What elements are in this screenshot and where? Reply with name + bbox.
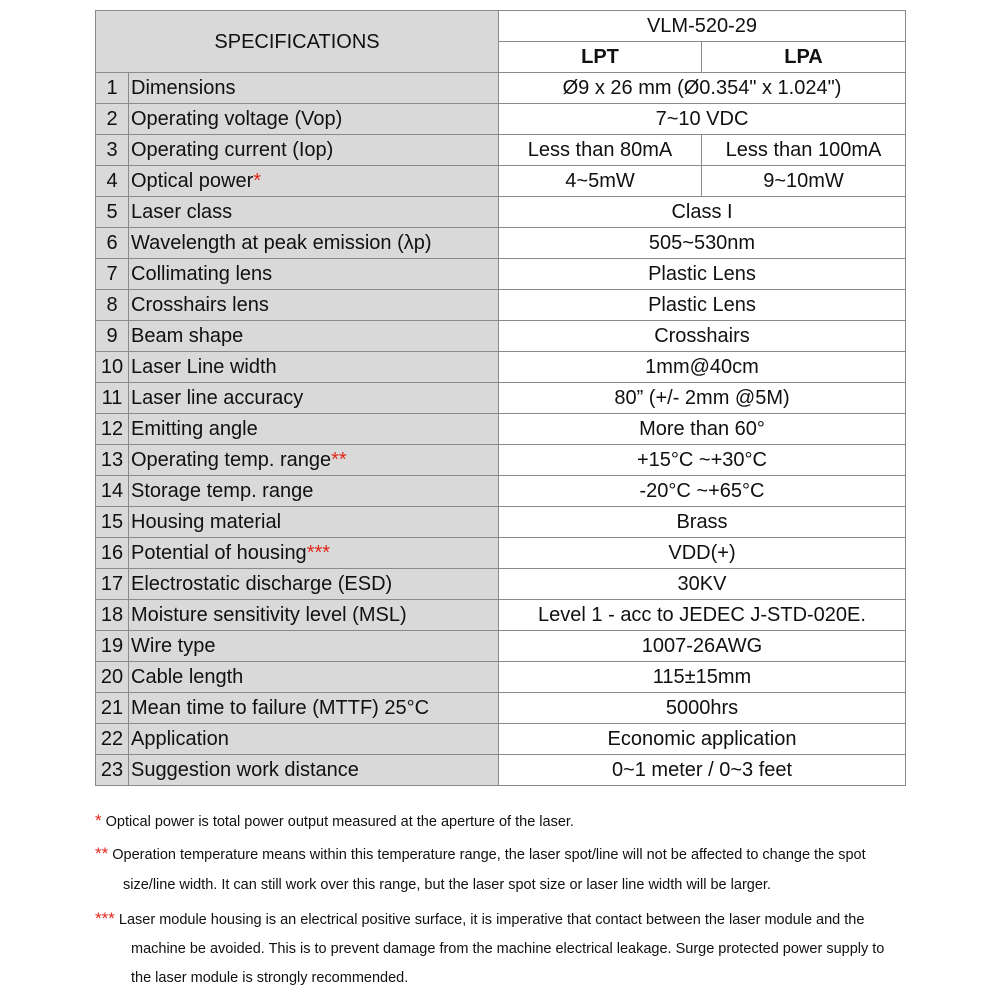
spec-value-lpt: Less than 80mA [499,135,702,166]
row-number: 13 [96,445,129,476]
footnote-text: size/line width. It can still work over this range, but the laser spot size or laser line width will be larger. [123,877,771,893]
spec-row [96,445,906,476]
spec-label-text: Laser class [131,201,233,223]
footnotes [95,806,905,993]
footnote-text: the laser module is strongly recommended. [131,970,409,986]
spec-row [96,631,906,662]
spec-value: Crosshairs [499,321,906,352]
model-name: VLM-520-29 [499,11,906,42]
spec-label [129,259,499,290]
footnote-text: Laser module housing is an electrical positive surface, it is imperative that contact between the laser module and the [118,912,865,928]
spec-label-text: Wavelength at peak emission (λp) [131,232,432,254]
footnote-marker: *** [95,909,115,928]
spec-row [96,73,906,104]
spec-row [96,135,906,166]
spec-label [129,693,499,724]
spec-value: Plastic Lens [499,290,906,321]
spec-row [96,693,906,724]
row-number: 4 [96,166,129,197]
spec-label [129,662,499,693]
spec-value: VDD(+) [499,538,906,569]
spec-label [129,352,499,383]
spec-label [129,383,499,414]
spec-row [96,724,906,755]
row-number: 15 [96,507,129,538]
spec-label [129,569,499,600]
header-row-model [96,11,906,42]
spec-value: Ø9 x 26 mm (Ø0.354" x 1.024") [499,73,906,104]
row-number: 14 [96,476,129,507]
row-number: 20 [96,662,129,693]
spec-value: +15°C ~+30°C [499,445,906,476]
row-number: 16 [96,538,129,569]
spec-value: 0~1 meter / 0~3 feet [499,755,906,786]
spec-label [129,476,499,507]
row-number: 22 [96,724,129,755]
spec-label [129,507,499,538]
spec-label-text: Application [131,728,229,750]
spec-value: More than 60° [499,414,906,445]
row-number: 21 [96,693,129,724]
spec-value-lpa: 9~10mW [702,166,906,197]
spec-label [129,166,499,197]
spec-label [129,724,499,755]
spec-label-text: Operating voltage (Vop) [131,108,343,130]
spec-row [96,197,906,228]
spec-label-text: Emitting angle [131,418,258,440]
spec-label-text: Potential of housing [131,542,307,564]
spec-label-text: Optical power [131,170,254,192]
spec-label-text: Collimating lens [131,263,273,285]
spec-label [129,414,499,445]
spec-label [129,228,499,259]
row-number: 18 [96,600,129,631]
spec-row [96,538,906,569]
footnote-marker: * [95,811,102,830]
spec-label [129,538,499,569]
row-number: 3 [96,135,129,166]
variant-lpa: LPA [702,42,906,73]
spec-label-text: Beam shape [131,325,244,347]
spec-label [129,135,499,166]
spec-value: Level 1 - acc to JEDEC J-STD-020E. [499,600,906,631]
spec-value: Economic application [499,724,906,755]
spec-value: 115±15mm [499,662,906,693]
spec-label-text: Suggestion work distance [131,759,359,781]
spec-row [96,228,906,259]
spec-value: 1mm@40cm [499,352,906,383]
row-number: 2 [96,104,129,135]
footnote-marker: * [253,170,262,192]
spec-label [129,104,499,135]
row-number: 10 [96,352,129,383]
spec-row [96,383,906,414]
row-number: 12 [96,414,129,445]
spec-value: 7~10 VDC [499,104,906,135]
spec-row [96,507,906,538]
specifications-header: SPECIFICATIONS [96,11,499,73]
spec-label [129,73,499,104]
row-number: 1 [96,73,129,104]
spec-label-text: Cable length [131,666,244,688]
spec-label-text: Mean time to failure (MTTF) 25°C [131,697,430,719]
row-number: 9 [96,321,129,352]
spec-value-lpt: 4~5mW [499,166,702,197]
spec-row [96,166,906,197]
spec-value: -20°C ~+65°C [499,476,906,507]
spec-value: 30KV [499,569,906,600]
spec-label-text: Operating current (Iop) [131,139,334,161]
spec-label [129,197,499,228]
spec-row [96,476,906,507]
spec-value: Class I [499,197,906,228]
row-number: 23 [96,755,129,786]
row-number: 8 [96,290,129,321]
spec-label-text: Storage temp. range [131,480,314,502]
spec-value: Brass [499,507,906,538]
spec-value: Plastic Lens [499,259,906,290]
spec-row [96,104,906,135]
spec-row [96,352,906,383]
spec-label-text: Electrostatic discharge (ESD) [131,573,393,595]
row-number: 5 [96,197,129,228]
spec-value: 5000hrs [499,693,906,724]
row-number: 6 [96,228,129,259]
spec-row [96,600,906,631]
footnote-marker: ** [95,844,109,863]
spec-label-text: Laser line accuracy [131,387,304,409]
spec-value: 80” (+/- 2mm @5M) [499,383,906,414]
spec-row [96,290,906,321]
footnote-2 [95,839,905,900]
spec-label [129,445,499,476]
spec-label [129,290,499,321]
footnote-marker: ** [331,449,347,471]
footnote-3 [95,904,905,993]
spec-label [129,631,499,662]
row-number: 11 [96,383,129,414]
footnote-text: Optical power is total power output measured at the aperture of the laser. [105,814,574,830]
footnote-text: Operation temperature means within this temperature range, the laser spot/line will not be affected to change the spot [112,847,866,863]
footnote-marker: *** [306,542,331,564]
footnote-1 [95,810,905,833]
variant-lpt: LPT [499,42,702,73]
spec-row [96,569,906,600]
row-number: 7 [96,259,129,290]
spec-label-text: Operating temp. range [131,449,332,471]
spec-value: 1007-26AWG [499,631,906,662]
spec-row [96,662,906,693]
spec-value: 505~530nm [499,228,906,259]
spec-label-text: Moisture sensitivity level (MSL) [131,604,407,626]
row-number: 17 [96,569,129,600]
footnote-text: machine be avoided. This is to prevent damage from the machine electrical leakage. Surge protected power supply to [131,941,885,957]
spec-label [129,600,499,631]
spec-label-text: Dimensions [131,77,236,99]
specifications-table [95,10,906,786]
spec-row [96,321,906,352]
spec-label [129,321,499,352]
spec-label-text: Laser Line width [131,356,277,378]
spec-label-text: Wire type [131,635,216,657]
spec-row [96,755,906,786]
row-number: 19 [96,631,129,662]
spec-label-text: Crosshairs lens [131,294,269,316]
spec-label [129,755,499,786]
spec-value-lpa: Less than 100mA [702,135,906,166]
spec-label-text: Housing material [131,511,282,533]
spec-row [96,414,906,445]
spec-row [96,259,906,290]
